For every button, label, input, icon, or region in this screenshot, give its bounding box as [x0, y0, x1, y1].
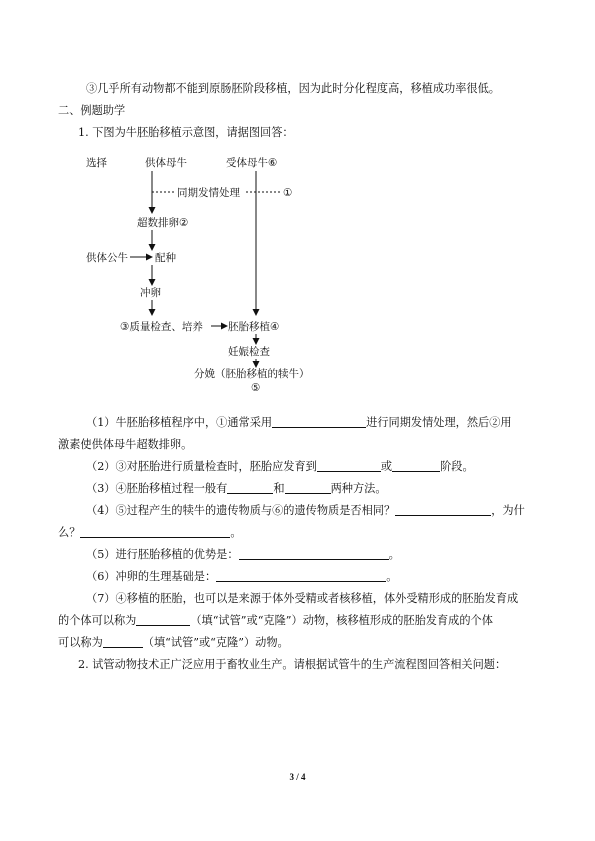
label-recipient-cow: 受体母牛⑥	[226, 157, 278, 169]
intro-note: ③几乎所有动物都不能到原肠胚阶段移植，因为此时分化程度高，移植成功率很低。	[86, 82, 500, 95]
label-sync-estrus: 同期发情处理	[177, 187, 240, 199]
answer-blank[interactable]	[216, 570, 386, 582]
subquestion-2: （2）③对胚胎进行质量检查时，胚胎应发育到 或 阶段。	[86, 460, 474, 473]
subquestion-7-line2: 的个体可以称为 （填“试管”或“克隆”）动物，核移植形成的胚胎发育成的个体	[58, 614, 493, 627]
label-mating: 配种	[155, 252, 176, 264]
answer-blank[interactable]	[285, 482, 331, 494]
subquestion-4-line2: 么？ 。	[58, 526, 242, 539]
label-flush-eggs: 冲卵	[140, 287, 161, 299]
question-2-intro: 2. 试管动物技术正广泛应用于畜牧业生产。请根据试管牛的生产流程图回答相关问题：	[78, 658, 507, 671]
answer-blank[interactable]	[227, 482, 273, 494]
subquestion-4-line1: （4）⑤过程产生的犊牛的遗传物质与⑥的遗传物质是否相同？ ，为什	[86, 504, 525, 517]
question-1-intro: 1. 下图为牛胚胎移植示意图，请据图回答：	[78, 126, 294, 139]
label-quality-check: ③质量检查、培养	[120, 321, 203, 333]
label-pregnancy-check: 妊娠检查	[228, 346, 270, 358]
label-donor-cow: 供体母牛	[145, 157, 187, 169]
section-title: 二、例题助学	[58, 104, 126, 117]
subquestion-3: （3）④胚胎移植过程一般有 和 两种方法。	[86, 482, 387, 495]
answer-blank[interactable]	[272, 416, 366, 428]
subquestion-5: （5）进行胚胎移植的优势是： 。	[86, 548, 400, 561]
label-mark-1: ①	[283, 187, 293, 199]
page-number: 3 / 4	[289, 772, 306, 782]
label-superovulation: 超数排卵②	[137, 217, 189, 229]
subquestion-6: （6）冲卵的生理基础是： 。	[86, 570, 398, 583]
answer-blank[interactable]	[80, 526, 230, 538]
embryo-transfer-flowchart	[0, 0, 595, 400]
subquestion-7-line1: （7）④移植的胚胎，也可以是来源于体外受精或者核移植，体外受精形成的胚胎发育成	[86, 592, 519, 605]
label-select: 选择	[86, 157, 107, 169]
answer-blank[interactable]	[136, 614, 190, 626]
subquestion-7-line3: 可以称为 （填“试管”或“克隆”）动物。	[58, 636, 289, 649]
subquestion-1-line2: 激素使供体母牛超数排卵。	[58, 438, 193, 451]
answer-blank[interactable]	[317, 460, 381, 472]
label-donor-bull: 供体公牛	[86, 252, 128, 264]
label-embryo-transfer: 胚胎移植④	[228, 321, 280, 333]
answer-blank[interactable]	[392, 460, 440, 472]
answer-blank[interactable]	[239, 548, 389, 560]
answer-blank[interactable]	[395, 504, 491, 516]
subquestion-1-line1: （1）牛胚胎移植程序中，①通常采用 进行同期发情处理，然后②用	[86, 416, 512, 429]
label-mark-5: ⑤	[251, 382, 261, 394]
label-birth: 分娩（胚胎移植的犊牛）	[194, 368, 310, 380]
answer-blank[interactable]	[103, 636, 143, 648]
